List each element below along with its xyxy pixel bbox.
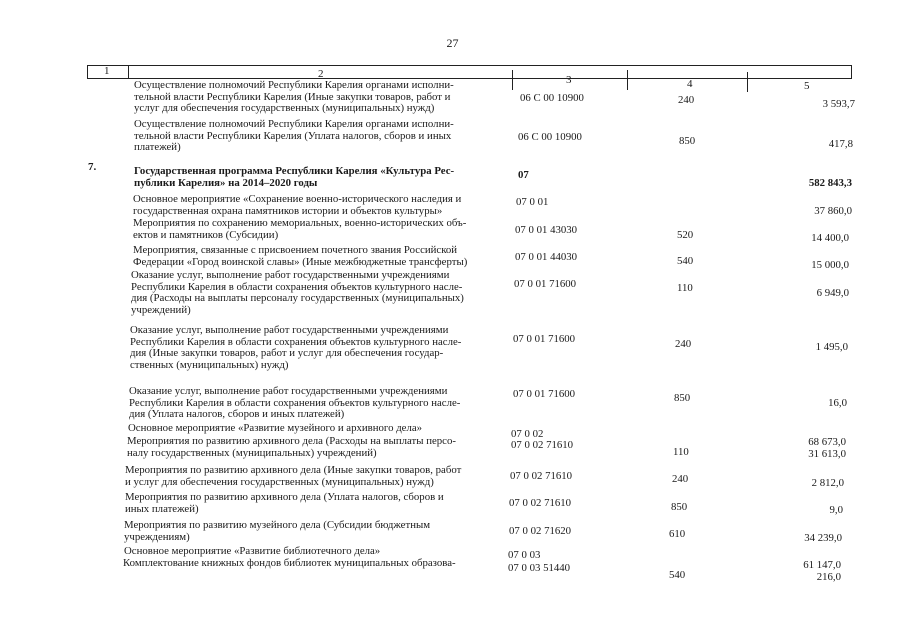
description-line: Мероприятия по сохранению мемориальных, военно-исторических объ- <box>133 217 467 229</box>
row-code: 07 0 02 71610 <box>509 497 572 509</box>
header-top-border <box>87 65 852 66</box>
description-line: тельной власти Республики Карелия (Иные закупки товаров, работ и <box>134 90 451 103</box>
row-expense-type: 520 <box>677 229 694 241</box>
description-line: учреждений) <box>131 303 191 316</box>
row-code: 07 0 02 71610 <box>511 439 574 451</box>
row-code: 07 0 01 43030 <box>515 224 578 236</box>
row-expense-type: 850 <box>674 392 691 404</box>
header-divider <box>627 70 628 90</box>
row-description <box>124 546 380 558</box>
row-sum: 31 613,0 <box>808 448 846 460</box>
row-expense-type: 540 <box>677 255 694 267</box>
description-line: Федерации «Город воинской славы» (Иные межбюджетные трансферты) <box>133 255 468 268</box>
row-sum: 34 239,0 <box>804 532 842 544</box>
description-line: и услуг для обеспечения государственных (муниципальных) нужд) <box>125 475 434 488</box>
row-sum: 6 949,0 <box>816 287 849 299</box>
description-line: услуг для обеспечения государственных (муниципальных) нужд) <box>134 102 435 114</box>
row-description <box>133 245 467 268</box>
row-description <box>134 166 454 189</box>
row-sum: 37 860,0 <box>814 205 852 217</box>
row-code: 07 0 02 71610 <box>510 470 573 482</box>
row-code: 07 0 01 71600 <box>513 388 576 400</box>
header-col-4: 4 <box>687 78 693 90</box>
row-code: 07 0 02 <box>511 428 544 440</box>
row-code: 06 С 00 10900 <box>518 131 582 143</box>
section-number: 7. <box>88 161 97 173</box>
row-sum: 3 593,7 <box>822 98 855 110</box>
header-col-2: 2 <box>318 68 324 80</box>
description-line: Осуществление полномочий Республики Карелия органами исполни- <box>134 118 454 130</box>
row-code: 07 0 03 51440 <box>508 562 571 574</box>
description-line: тельной власти Республики Карелия (Уплата налогов, сборов и иных <box>134 129 452 142</box>
row-code: 07 0 01 <box>516 196 549 208</box>
row-description <box>123 558 456 570</box>
row-expense-type: 240 <box>672 473 689 485</box>
row-expense-type: 240 <box>678 94 695 106</box>
row-code: 06 С 00 10900 <box>520 92 584 104</box>
row-sum: 68 673,0 <box>808 436 846 448</box>
row-expense-type: 110 <box>673 446 689 458</box>
row-sum: 417,8 <box>828 138 853 150</box>
description-line: Основное мероприятие «Сохранение военно-исторического наследия и <box>133 193 462 205</box>
row-expense-type: 540 <box>669 569 686 581</box>
row-description <box>131 270 464 316</box>
row-expense-type: 850 <box>679 135 696 147</box>
description-line: Мероприятия по развитию архивного дела (Иные закупки товаров, работ <box>125 464 462 476</box>
row-code: 07 <box>518 169 529 181</box>
description-line: дия (Уплата налогов, сборов и иных платежей) <box>129 408 345 420</box>
description-line: Республики Карелия в области сохранения объектов культурного насле- <box>131 280 463 293</box>
description-line: Основное мероприятие «Развитие музейного и архивного дела» <box>128 422 423 434</box>
description-line: Оказание услуг, выполнение работ государственными учреждениями <box>131 269 450 281</box>
row-sum: 1 495,0 <box>815 341 848 353</box>
header-col-5: 5 <box>804 80 810 92</box>
row-description <box>127 436 456 459</box>
row-sum: 9,0 <box>829 504 843 516</box>
row-expense-type: 850 <box>671 501 688 513</box>
row-sum: 15 000,0 <box>811 259 849 271</box>
header-col-3: 3 <box>566 74 572 86</box>
description-line: Оказание услуг, выполнение работ государственными учреждениями <box>130 324 449 336</box>
row-description <box>134 119 454 154</box>
description-line: Комплектование книжных фондов библиотек муниципальных образова- <box>123 557 456 569</box>
description-line: Оказание услуг, выполнение работ государственными учреждениями <box>129 385 448 397</box>
row-sum: 61 147,0 <box>803 559 841 571</box>
description-line: ектов и памятников (Субсидии) <box>133 228 279 241</box>
row-sum: 582 843,3 <box>808 177 852 189</box>
description-line: дия (Иные закупки товаров, работ и услуг для обеспечения государ- <box>130 347 444 359</box>
header-divider <box>851 65 852 79</box>
description-line: Осуществление полномочий Республики Карелия органами исполни- <box>134 79 454 91</box>
header-divider <box>128 65 129 79</box>
description-line: Мероприятия по развитию архивного дела (Уплата налогов, сборов и <box>125 491 444 503</box>
row-sum: 14 400,0 <box>811 232 849 244</box>
description-line: Мероприятия по развитию архивного дела (Расходы на выплаты персо- <box>127 435 456 447</box>
description-line: Республики Карелия в области сохранения объектов культурного насле- <box>129 396 461 409</box>
description-line: дия (Расходы на выплаты персоналу государственных (муниципальных) <box>131 292 464 304</box>
row-description <box>128 423 422 435</box>
description-line: Мероприятия, связанные с присвоением почетного звания Российской <box>133 244 458 256</box>
row-description <box>124 520 430 543</box>
row-sum: 16,0 <box>828 397 847 409</box>
row-description <box>130 325 461 371</box>
page-number: 27 <box>446 36 459 50</box>
row-expense-type: 110 <box>677 282 693 294</box>
description-line: иных платежей) <box>125 502 199 515</box>
row-code: 07 0 01 71600 <box>513 333 576 345</box>
row-description <box>125 492 444 515</box>
row-description <box>129 386 460 421</box>
description-line: государственная охрана памятников истории и объектов культуры» <box>133 204 443 217</box>
row-expense-type: 240 <box>675 338 692 350</box>
header-divider <box>87 65 88 79</box>
row-description <box>125 465 461 488</box>
header-col-1: 1 <box>104 65 110 77</box>
row-code: 07 0 01 44030 <box>515 251 578 263</box>
description-line: публики Карелия» на 2014–2020 годы <box>134 176 318 189</box>
description-line: ственных (муниципальных) нужд) <box>130 358 289 371</box>
description-line: Основное мероприятие «Развитие библиотечного дела» <box>124 545 381 557</box>
description-line: Республики Карелия в области сохранения объектов культурного насле- <box>130 335 462 348</box>
row-sum: 2 812,0 <box>811 477 844 489</box>
row-description <box>133 218 466 241</box>
description-line: платежей) <box>134 141 181 153</box>
description-line: налу государственных (муниципальных) учреждений) <box>127 446 377 459</box>
header-divider <box>747 72 748 92</box>
row-code: 07 0 02 71620 <box>509 525 572 537</box>
row-expense-type: 610 <box>669 528 686 540</box>
description-line: Мероприятия по развитию музейного дела (Субсидии бюджетным <box>124 519 431 531</box>
row-code: 07 0 03 <box>508 549 541 561</box>
row-description <box>133 194 461 217</box>
description-line: Государственная программа Республики Карелия «Культура Рес- <box>134 165 455 177</box>
row-description <box>134 80 454 115</box>
description-line: учреждениям) <box>124 530 190 543</box>
row-code: 07 0 01 71600 <box>514 278 577 290</box>
header-divider <box>512 70 513 90</box>
row-sum: 216,0 <box>816 571 841 583</box>
